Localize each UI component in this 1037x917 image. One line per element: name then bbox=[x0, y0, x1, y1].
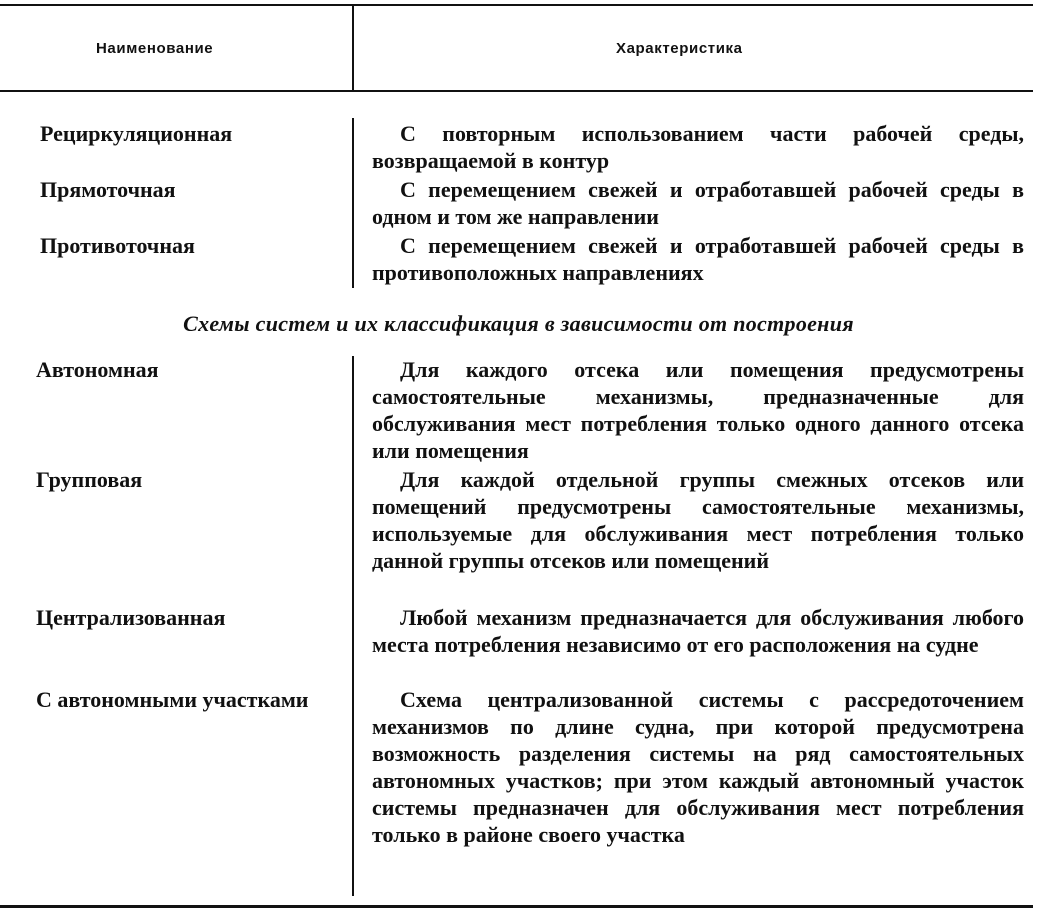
row-name: Рециркуляционная bbox=[40, 121, 233, 146]
header-characteristic: Характеристика bbox=[616, 40, 743, 57]
group1-divider bbox=[352, 118, 354, 288]
row-name: Противоточная bbox=[40, 233, 195, 258]
row-description: С перемещением свежей и отработавшей рабочей среды в одном и том же направлении bbox=[372, 177, 1024, 229]
row-name: Групповая bbox=[36, 467, 143, 492]
row-description: Схема централизованной системы с рассредоточением механизмов по длине судна, при которой предусмотрена возможность разделения системы на ряд самостоятельных автономных участков; при этом каждый автономный участок системы предназначен для обслуживания мест потребления только в районе своего участка bbox=[372, 687, 1024, 847]
row-name: Централизованная bbox=[36, 605, 226, 630]
section-title: Схемы систем и их классификация в зависимости от построения bbox=[183, 311, 854, 336]
group2-divider bbox=[352, 356, 354, 896]
top-rule bbox=[0, 4, 1033, 6]
row-description: Для каждого отсека или помещения предусмотрены самостоятельные механизмы, предназначенные для обслуживания мест потребления только одного данного отсека или помещения bbox=[372, 357, 1024, 463]
header-name: Наименование bbox=[96, 40, 214, 57]
row-description: С перемещением свежей и отработавшей рабочей среды в противоположных направлениях bbox=[372, 233, 1024, 285]
header-divider bbox=[352, 6, 354, 90]
row-name: Прямоточная bbox=[40, 177, 176, 202]
row-description: Любой механизм предназначается для обслуживания любого места потребления независимо от его расположения на судне bbox=[372, 605, 1024, 657]
row-name: Автономная bbox=[36, 357, 159, 382]
row-description: Для каждой отдельной группы смежных отсеков или помещений предусмотрены самостоятельные механизмы, используемые для обслуживания мест потребления только данной группы отсеков или помещений bbox=[372, 467, 1024, 573]
header-rule bbox=[0, 90, 1033, 92]
row-name: С автономными участками bbox=[36, 687, 309, 712]
bottom-rule bbox=[0, 905, 1033, 908]
row-description: С повторным использованием части рабочей среды, возвращаемой в контур bbox=[372, 121, 1024, 173]
